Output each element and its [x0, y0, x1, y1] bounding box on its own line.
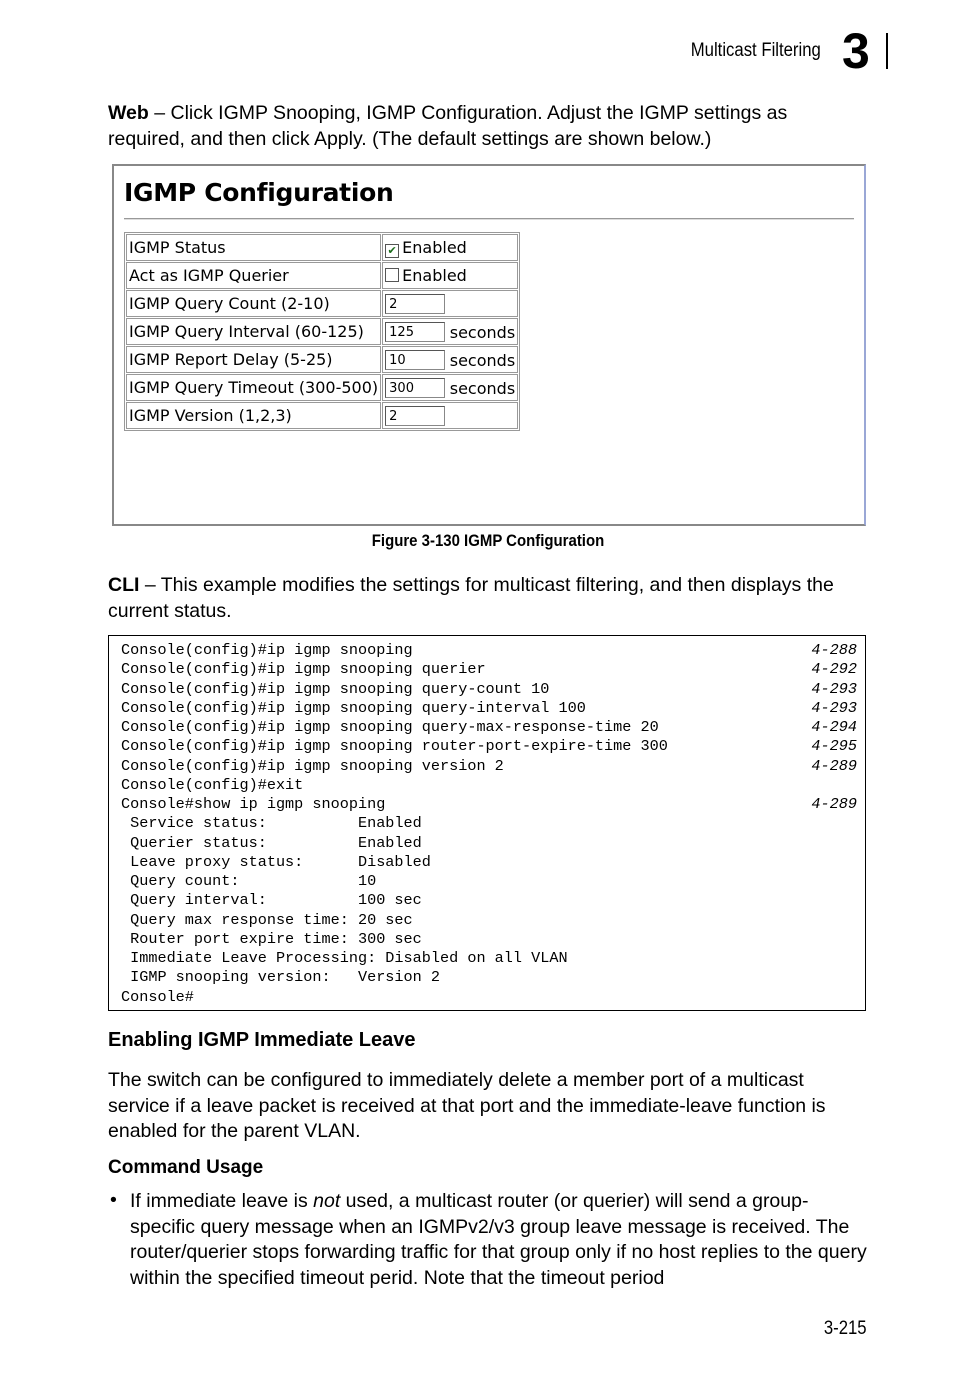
section-heading: Enabling IGMP Immediate Leave [108, 1029, 416, 1051]
checkbox-unchecked[interactable] [385, 268, 399, 282]
setting-input[interactable]: 2 [385, 406, 445, 426]
code-text: Console(config)#ip igmp snooping querier [121, 660, 486, 679]
command-usage-heading: Command Usage [108, 1157, 264, 1178]
code-text: Console(config)#ip igmp snooping query-count 10 [121, 679, 550, 698]
bullet-1-post: used, a multicast router (or querier) will send a group-specific query message when an IGMPv2/v3 group leave message is received. The router/querier stops forwarding traffic for that group only if no host replies to the query within the specified timeout perid. Note that the timeout period [130, 1190, 867, 1289]
bullet-1-emphasis: not [313, 1190, 341, 1212]
setting-value-cell [382, 402, 518, 429]
bullet-1-pre: If immediate leave is [130, 1190, 314, 1212]
code-line [121, 891, 857, 910]
code-line [121, 737, 857, 756]
setting-value-cell [382, 318, 518, 345]
usage-bullet-1 [130, 1189, 870, 1291]
setting-value-cell [382, 290, 518, 317]
setting-label: IGMP Query Count (2-10) [126, 290, 381, 317]
setting-label: IGMP Query Timeout (300-500) [126, 374, 381, 401]
settings-row [126, 402, 518, 429]
code-line [121, 776, 857, 795]
setting-input[interactable]: 300 [385, 378, 445, 398]
code-line [121, 872, 857, 891]
figure-caption: Figure 3-130 IGMP Configuration [371, 531, 605, 550]
panel-title: IGMP Configuration [124, 178, 394, 207]
settings-row [126, 318, 518, 345]
setting-value-cell [382, 346, 518, 373]
command-reference: 4-289 [811, 756, 857, 775]
code-line [121, 988, 857, 1007]
checkbox-label: Enabled [402, 237, 467, 257]
cli-code-block [108, 635, 866, 1011]
command-reference: 4-293 [811, 679, 857, 698]
code-text: Query count: 10 [121, 872, 377, 890]
panel-divider [124, 218, 854, 220]
code-text: Console(config)#ip igmp snooping router-port-expire-time 300 [121, 737, 668, 756]
command-reference: 4-288 [811, 641, 857, 659]
setting-input[interactable]: 2 [385, 294, 445, 314]
web-intro-text: – Click IGMP Snooping, IGMP Configuration. Adjust the IGMP settings as required, and then click Apply. (The default settings are shown below.) [108, 102, 788, 150]
unit-label: seconds [449, 323, 516, 342]
code-text: Immediate Leave Processing: Disabled on all VLAN [121, 949, 568, 967]
command-reference: 4-295 [811, 737, 857, 756]
code-text: Service status: Enabled [121, 814, 422, 833]
code-text: Console(config)#ip igmp snooping query-max-response-time 20 [121, 718, 659, 736]
section-body: The switch can be configured to immediately delete a member port of a multicast service if a leave packet is received at that port and the immediate-leave function is enabled for the parent VLAN. [108, 1069, 826, 1142]
code-line [121, 814, 857, 833]
code-line [121, 680, 857, 699]
code-text: Query interval: 100 sec [121, 891, 422, 910]
code-text: Console#show ip igmp snooping [121, 795, 386, 813]
code-line [121, 699, 857, 718]
setting-value-cell [382, 262, 518, 289]
cli-lead: CLI [108, 574, 140, 596]
setting-label: IGMP Query Interval (60-125) [126, 318, 381, 345]
code-line [121, 795, 857, 814]
checkbox-label: Enabled [402, 266, 467, 285]
code-text: Console(config)#ip igmp snooping [121, 641, 413, 659]
code-text: Leave proxy status: Disabled [121, 852, 431, 871]
code-text: Console# [121, 987, 194, 1006]
code-text: Console(config)#ip igmp snooping version 2 [121, 756, 504, 775]
command-reference: 4-292 [811, 660, 857, 679]
code-text: Router port expire time: 300 sec [121, 929, 422, 948]
web-lead: Web [108, 102, 149, 124]
setting-input[interactable]: 125 [385, 322, 445, 342]
igmp-settings-table [124, 232, 520, 431]
code-line [121, 757, 857, 776]
setting-value-cell [382, 234, 518, 261]
header-title: Multicast Filtering [690, 40, 821, 61]
setting-label: IGMP Version (1,2,3) [126, 402, 381, 429]
code-text: IGMP snooping version: Version 2 [121, 968, 440, 987]
settings-row [126, 374, 518, 401]
setting-value-cell [382, 374, 518, 401]
setting-label: Act as IGMP Querier [126, 262, 381, 289]
code-line [121, 641, 857, 660]
settings-row [126, 234, 518, 261]
code-line [121, 660, 857, 679]
unit-label: seconds [449, 351, 516, 370]
unit-label: seconds [449, 379, 516, 398]
chapter-rule [886, 33, 888, 69]
code-line [121, 949, 857, 968]
bullet-marker: • [110, 1189, 117, 1211]
setting-label: IGMP Status [126, 234, 381, 261]
chapter-number: 3 [842, 23, 870, 79]
code-text: Console(config)#ip igmp snooping query-interval 100 [121, 698, 586, 717]
igmp-config-screenshot [112, 164, 866, 526]
page-number: 3-215 [824, 1318, 867, 1339]
cli-intro [108, 573, 868, 624]
settings-row [126, 290, 518, 317]
checkbox-checked[interactable]: ✔ [385, 244, 399, 258]
code-line [121, 834, 857, 853]
settings-row [126, 262, 518, 289]
command-reference: 4-289 [811, 795, 857, 813]
code-text: Console(config)#exit [121, 775, 304, 794]
code-line [121, 930, 857, 949]
settings-row [126, 346, 518, 373]
code-line [121, 718, 857, 737]
code-line [121, 968, 857, 987]
setting-input[interactable]: 10 [385, 350, 445, 370]
code-text: Querier status: Enabled [121, 833, 422, 852]
code-line [121, 911, 857, 930]
command-reference: 4-294 [811, 718, 857, 736]
cli-intro-text: – This example modifies the settings for multicast filtering, and then displays the current status. [108, 574, 834, 622]
command-reference: 4-293 [811, 698, 857, 717]
web-intro [108, 101, 868, 152]
code-text: Query max response time: 20 sec [121, 910, 413, 929]
setting-label: IGMP Report Delay (5-25) [126, 346, 381, 373]
code-line [121, 853, 857, 872]
